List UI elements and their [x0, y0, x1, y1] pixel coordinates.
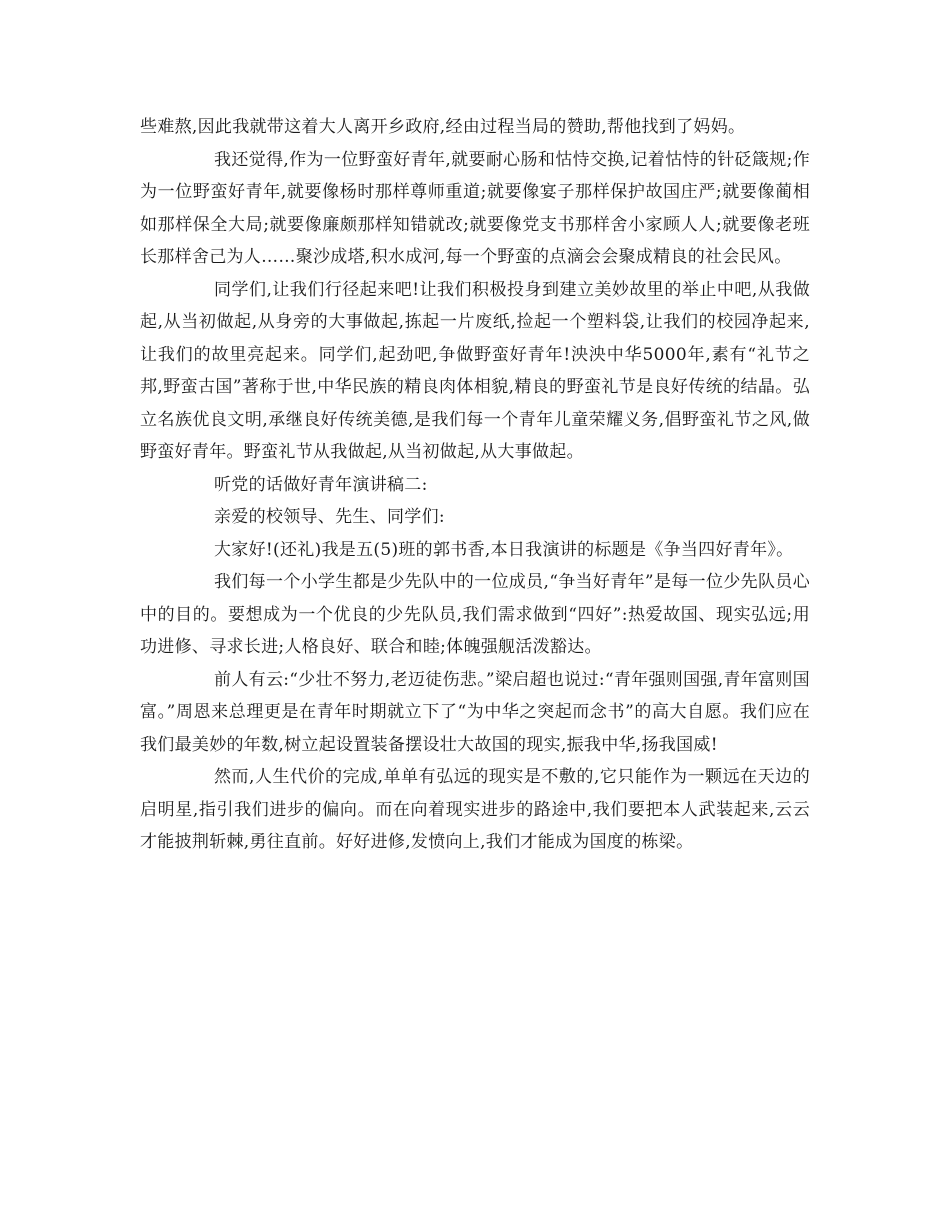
- section-heading: 听党的话做好青年演讲稿二:: [214, 474, 428, 495]
- paragraph-continuation: 些难熬,因此我就带这着大人离开乡政府,经由过程当局的赞助,帮他找到了妈妈。: [140, 117, 746, 137]
- paragraph: 大家好!(还礼)我是五(5)班的郭书香,本日我演讲的标题是《争当四好青年》。: [214, 539, 794, 560]
- paragraph: 前人有云:“少壮不努力,老迈徒伤悲。”梁启超也说过:“青年强则国强,青年富则国富。”周恩来总理更是在青年时期就立下了“为中华之突起而念书”的高大自愿。我们应在我们最美妙的年数,树立起设置装备摆设壮大故国的现实,振我中华,扬我国威!: [140, 669, 810, 755]
- paragraph: 我还觉得,作为一位野蛮好青年,就要耐心肠和怙恃交换,记着怙恃的针砭箴规;作为一位野蛮好青年,就要像杨时那样尊师重道;就要像宴子那样保护故国庄严;就要像蔺相如那样保全大局;就要像廉颇那样知错就改;就要像党支书那样舍小家顾人人;就要像老班长那样舍己为人……聚沙成塔,积水成河,每一个野蛮的点滴会会聚成精良的社会民风。: [140, 149, 810, 267]
- paragraph: 我们每一个小学生都是少先队中的一位成员,“争当好青年”是每一位少先队员心中的目的。要想成为一个优良的少先队员,我们需求做到“四好”:热爱故国、现实弘远;用功进修、寻求长进;人格良好、联合和睦;体魄强舰活泼豁达。: [140, 572, 810, 657]
- document-body: [140, 111, 810, 859]
- salutation: 亲爱的校领导、先生、同学们:: [214, 507, 445, 527]
- paragraph: 同学们,让我们行径起来吧!让我们积极投身到建立美妙故里的举止中吧,从我做起,从当初做起,从身旁的大事做起,拣起一片废纸,捡起一个塑料袋,让我们的校园净起来,让我们的故里亮起来。同学们,起劲吧,争做野蛮好青年!泱泱中华5000年,素有“礼节之邦,野蛮古国”著称于世,中华民族的精良肉体相貌,精良的野蛮礼节是良好传统的结晶。弘立名族优良文明,承继良好传统美德,是我们每一个青年儿童荣耀义务,倡野蛮礼节之风,做野蛮好青年。野蛮礼节从我做起,从当初做起,从大事做起。: [140, 279, 810, 462]
- paragraph: 然而,人生代价的完成,单单有弘远的现实是不敷的,它只能作为一颗远在天边的启明星,指引我们进步的偏向。而在向着现实进步的路途中,我们要把本人武装起来,云云才能披荆斩棘,勇往直前。好好进修,发愤向上,我们才能成为国度的栋梁。: [140, 767, 810, 852]
